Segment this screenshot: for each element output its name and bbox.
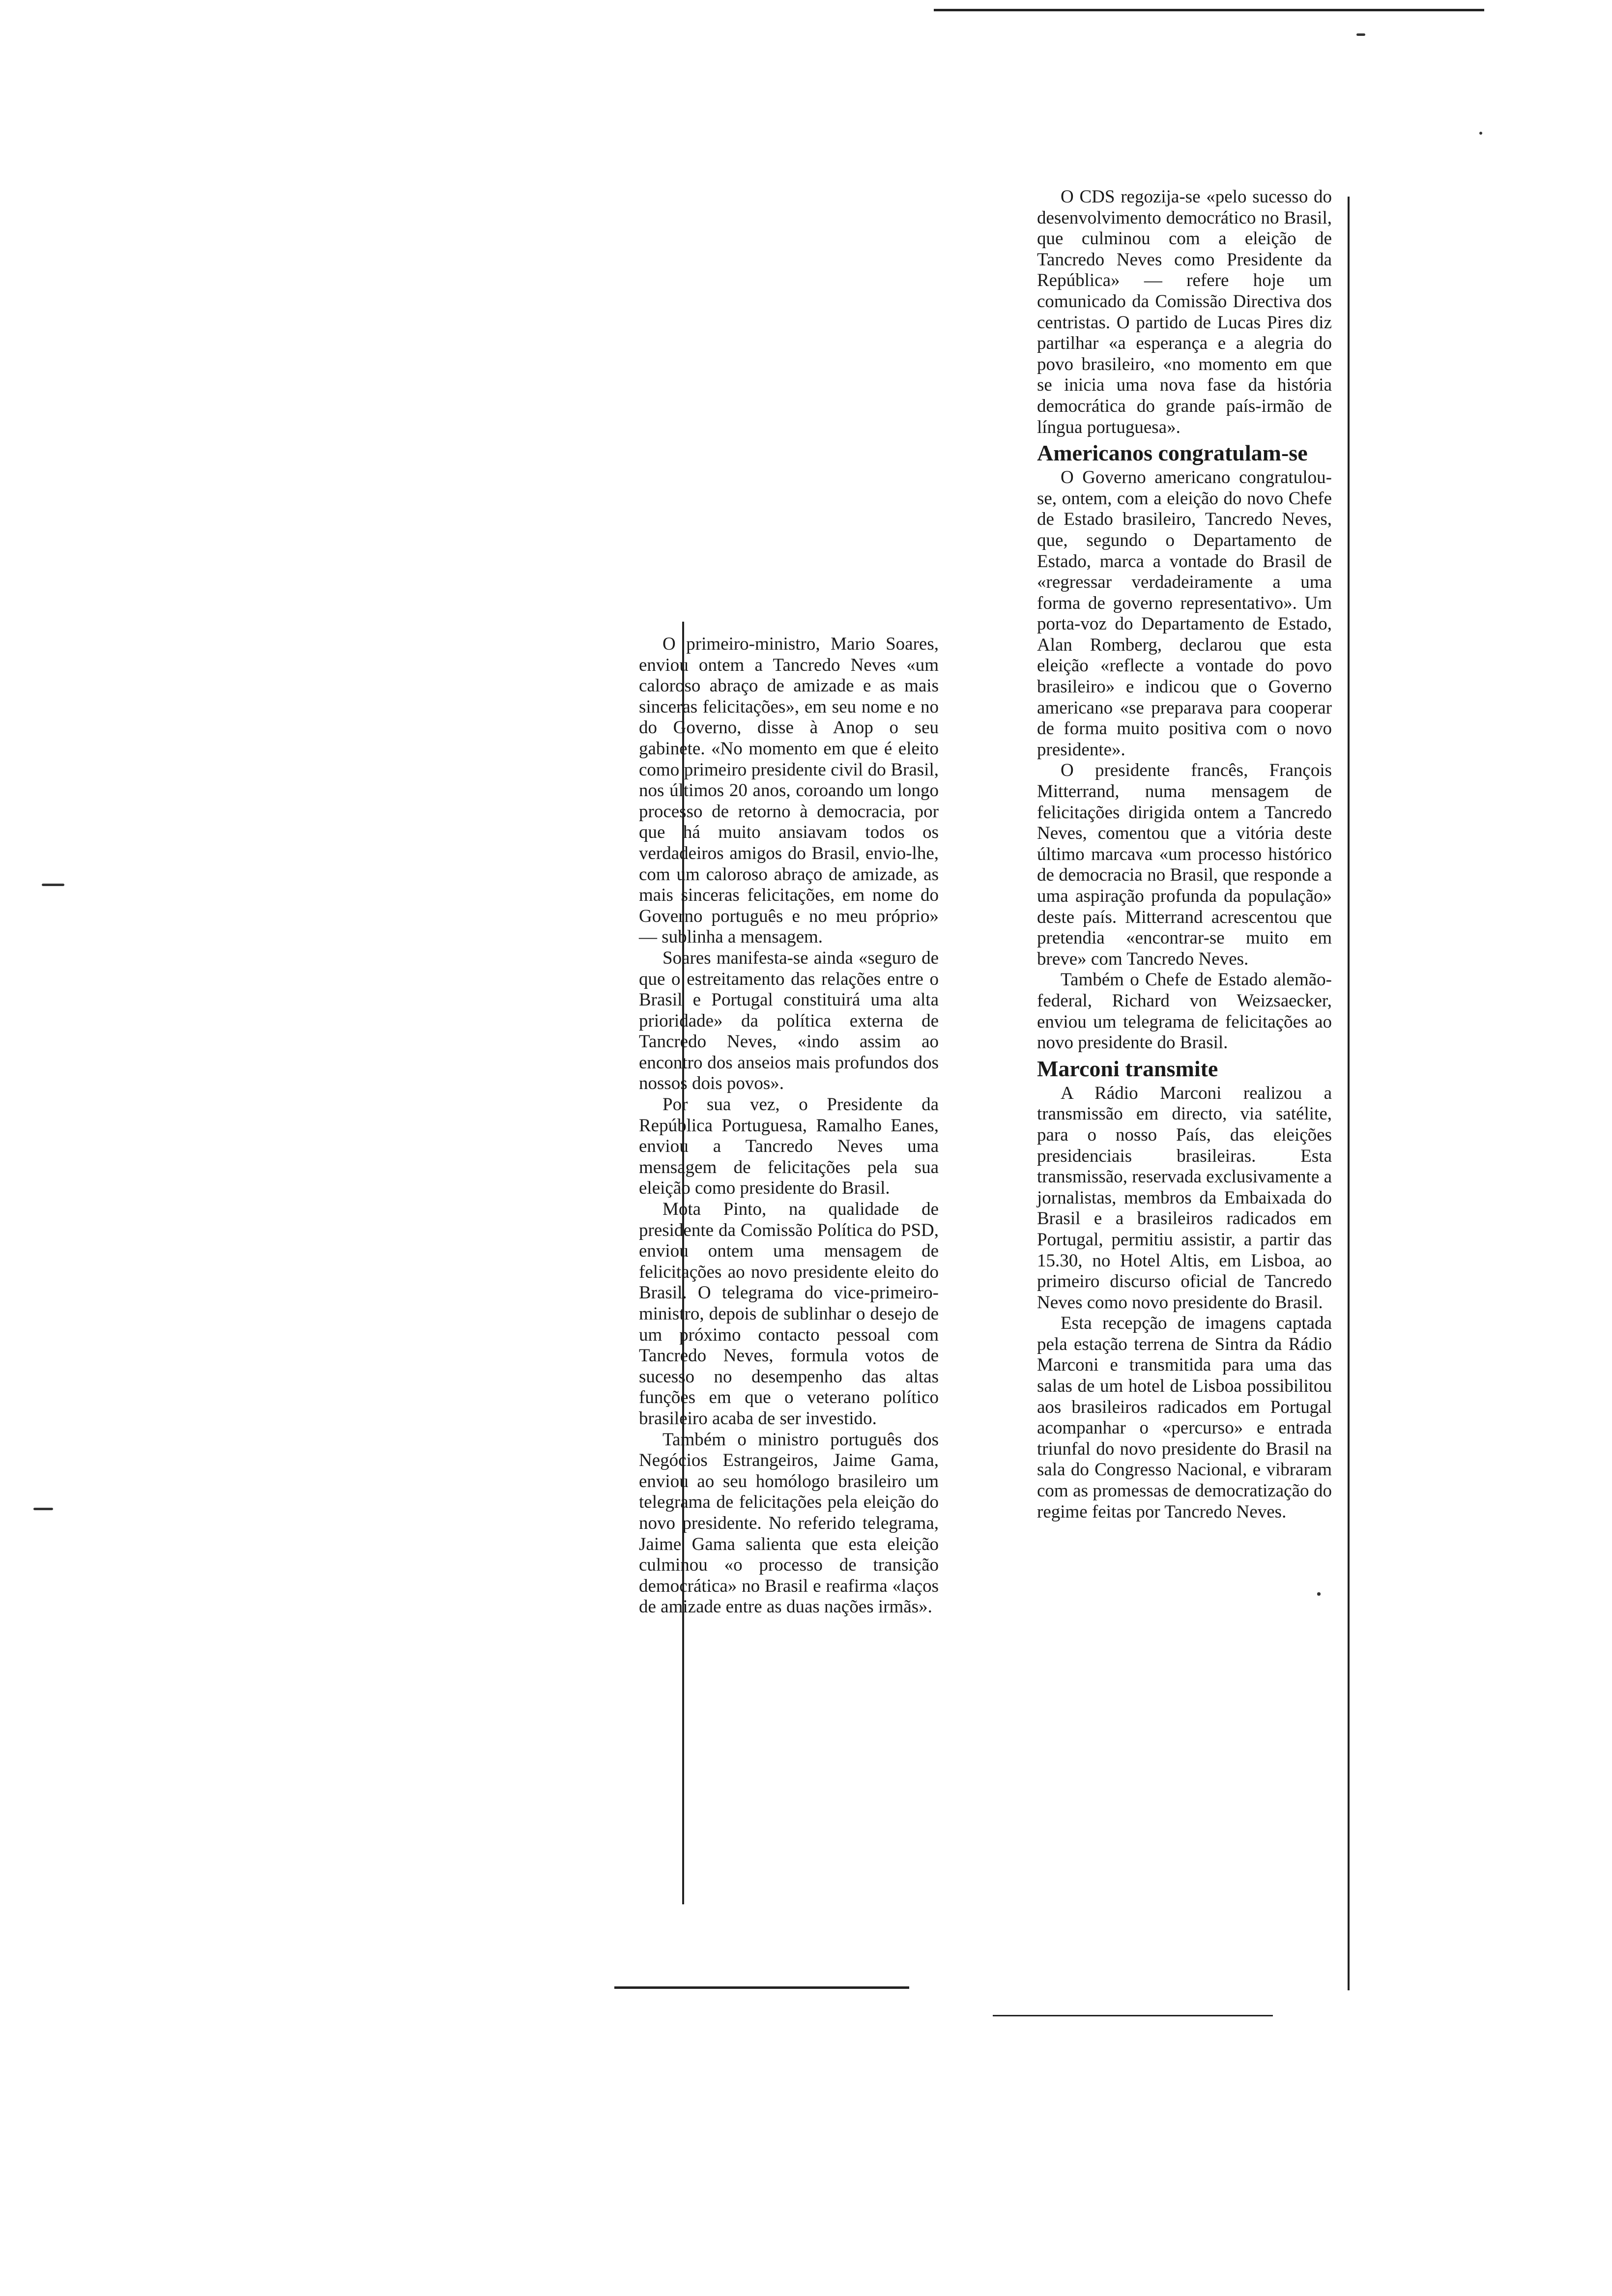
bottom-rule-left <box>614 1986 909 1989</box>
article-paragraph: Soares manifesta-se ainda «seguro de que o estreitamento das relações entre o Brasil e Portugal constituirá uma alta prioridade» da política externa de Tancredo Neves, «indo assim ao encontro dos anseios mais profundos dos nossos dois povos». <box>639 947 939 1094</box>
scan-speck <box>1356 33 1365 36</box>
scan-speck <box>33 1508 53 1510</box>
article-paragraph: O primeiro-ministro, Mario Soares, enviou ontem a Tancredo Neves «um caloroso abraço de amizade e as mais sinceras felicitações», em seu nome e no do Governo, disse à Anop o seu gabinete. «No momento em que é eleito como primeiro presidente civil do Brasil, nos últimos 20 anos, coroando um longo processo de retorno à democracia, por que há muito ansiavam todos os verdadeiros amigos do Brasil, envio-lhe, com um caloroso abraço de amizade, as mais sinceras felicitações, em nome do Governo português e no meu próprio» — sublinha a mensagem. <box>639 634 939 947</box>
article-paragraph: O CDS regozija-se «pelo sucesso do desenvolvimento democrático no Brasil, que culminou com a eleição de Tancredo Neves como Presidente da República» — refere hoje um comunicado da Comissão Directiva dos centristas. O partido de Lucas Pires diz partilhar «a esperança e a alegria do povo brasileiro, «no momento em que se inicia uma nova fase da história democrática do grande país-irmão de língua portuguesa». <box>1037 187 1332 437</box>
article-paragraph: Também o Chefe de Estado alemão-federal, Richard von Weizsaecker, enviou um telegrama de felicitações ao novo presidente do Brasil. <box>1037 970 1332 1053</box>
bottom-rule-right <box>993 2015 1273 2016</box>
scan-edge-line-top <box>934 9 1484 11</box>
article-paragraph: O Governo americano congratulou-se, ontem, com a eleição do novo Chefe de Estado brasileiro, Tancredo Neves, que, segundo o Departamento de Estado, marca a vontade do Brasil de «regressar verdadeiramente a uma forma de governo representativo». Um porta-voz do Departamento de Estado, Alan Romberg, declarou que esta eleição «reflecte a vontade do povo brasileiro» e indicou que o Governo americano «se preparava para cooperar de forma muito positiva com o novo presidente». <box>1037 467 1332 760</box>
scan-speck <box>42 884 64 886</box>
article-right-column <box>1037 187 1332 1522</box>
scan-speck <box>1479 132 1482 135</box>
section-heading-marconi: Marconi transmite <box>1037 1056 1218 1081</box>
section-heading-americanos: Americanos congratulam-se <box>1037 440 1308 466</box>
article-paragraph: O presidente francês, François Mitterrand, numa mensagem de felicitações dirigida ontem a Tancredo Neves, comentou que a vitória deste último marcava «um processo histórico de democracia no Brasil, que responde a uma aspiração profunda da população» deste país. Mitterrand acrescentou que pretendia «encontrar-se muito em breve» com Tancredo Neves. <box>1037 760 1332 969</box>
article-paragraph: Por sua vez, o Presidente da República Portuguesa, Ramalho Eanes, enviou a Tancredo Neves uma mensagem de felicitações pela sua eleição como presidente do Brasil. <box>639 1094 939 1199</box>
article-paragraph: A Rádio Marconi realizou a transmissão em directo, via satélite, para o nosso País, das eleições presidenciais brasileiras. Esta transmissão, reservada exclusivamente a jornalistas, membros da Embaixada do Brasil e a brasileiros radicados em Portugal, permitiu assistir, a partir das 15.30, no Hotel Altis, em Lisboa, ao primeiro discurso oficial de Tancredo Neves como novo presidente do Brasil. <box>1037 1083 1332 1313</box>
article-left-column <box>639 634 939 1618</box>
article-paragraph: Esta recepção de imagens captada pela estação terrena de Sintra da Rádio Marconi e transmitida para uma das salas de um hotel de Lisboa possibilitou aos brasileiros radicados em Portugal acompanhar o «percurso» e entrada triunfal do novo presidente do Brasil na sala do Congresso Nacional, e vibraram com as promessas de democratização do regime feitas por Tancredo Neves. <box>1037 1313 1332 1522</box>
scan-speck <box>1317 1592 1321 1596</box>
article-paragraph: Mota Pinto, na qualidade de presidente da Comissão Política do PSD, enviou ontem uma mensagem de felicitações ao novo presidente eleito do Brasil. O telegrama do vice-primeiro-ministro, depois de sublinhar o desejo de um próximo contacto pessoal com Tancredo Neves, formula votos de sucesso no desempenho das altas funções em que o veterano político brasileiro acaba de ser investido. <box>639 1199 939 1429</box>
right-column-border <box>1348 197 1350 1990</box>
article-paragraph: Também o ministro português dos Negócios Estrangeiros, Jaime Gama, enviou ao seu homólogo brasileiro um telegrama de felicitações pela eleição do novo presidente. No referido telegrama, Jaime Gama salienta que esta eleição culminou «o processo de transição democrática» no Brasil e reafirma «laços de amizade entre as duas nações irmãs». <box>639 1429 939 1617</box>
